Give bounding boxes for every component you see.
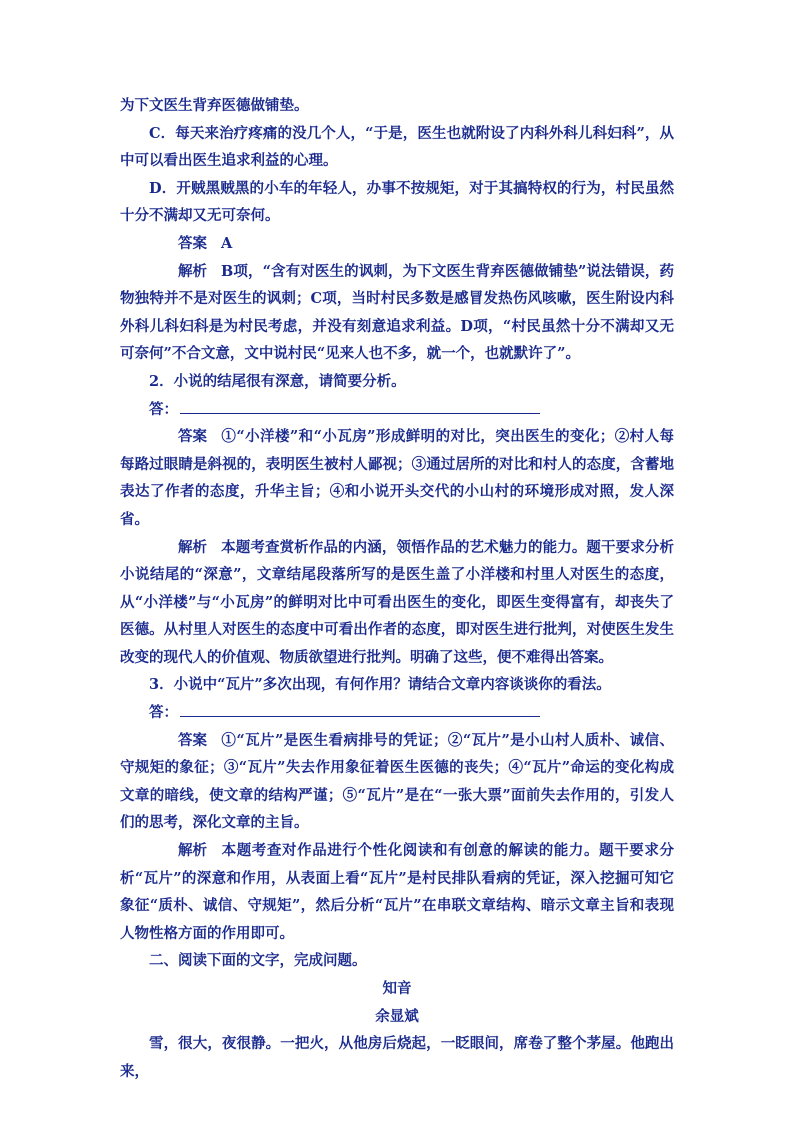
option-c: C．每天来治疗疼痛的没几个人，“于是，医生也就附设了内科外科儿科妇科”，从中可以看出医生追求利益的心理。 (120, 124, 674, 170)
section-heading: 二、阅读下面的文字，完成问题。 (149, 952, 367, 970)
q3-answer (120, 727, 674, 837)
q2-answer-line (120, 396, 674, 424)
analysis-text: 本题考查对作品进行个性化阅读和有创意的解读的能力。题干要求分析“瓦片”的深意和作用，从表面上看“瓦片”是村民排队看病的凭证，深入挖掘可知它象征“质朴、诚信、守规矩”，然后分析“瓦片”在串联文章结构、暗示文章主旨和表现人物性格方面的作用即可。 (120, 842, 674, 942)
answer-label: 答案 (178, 428, 207, 446)
answer-label: 答案 (178, 731, 207, 749)
answer-text: ①“瓦片”是医生看病排号的凭证；②“瓦片”是小山村人质朴、诚信、守规矩的象征；③“瓦片”失去作用象征着医生医德的丧失；④“瓦片”命运的变化构成文章的暗线，使文章的结构严谨；⑤“瓦片”是在“一张大票”面前失去作用的，引发人们的思考，深化文章的主旨。 (120, 731, 674, 832)
option-d: D．开贼黑贼黑的小车的年轻人，办事不按规矩，对于其搞特权的行为，村民虽然十分不满却又无可奈何。 (120, 179, 674, 225)
answer-prompt: 答： (149, 400, 178, 418)
answer-label: 答案 (178, 234, 207, 252)
answer-blank[interactable] (180, 700, 540, 717)
document-content (120, 92, 674, 1085)
story-title: 知音 (382, 980, 412, 997)
question-3: 3．小说中“瓦片”多次出现，有何作用？请结合文章内容谈谈你的看法。 (149, 676, 611, 694)
analysis-text: 本题考查赏析作品的内涵，领悟作品的艺术魅力的能力。题干要求分析小说结尾的“深意”，文章结尾段落所写的是医生盖了小洋楼和村里人对医生的态度，从“小洋楼”与“小瓦房”的鲜明对比中可看出医生的变化，即医生变得富有，却丧失了医德。从村里人对医生的态度中可看出作者的态度，即对医生进行批判，对使医生发生改变的现代人的价值观、物质欲望进行批判。明确了这些，便不难得出答案。 (120, 538, 674, 666)
answer-blank[interactable] (180, 397, 540, 414)
answer-prompt: 答： (149, 704, 178, 722)
story-first-paragraph: 雪，很大，夜很静。一把火，从他房后烧起，一眨眼间，席卷了整个茅屋。他跑出来， (120, 1035, 674, 1080)
q3-answer-line (120, 699, 674, 727)
analysis-text: B项，“含有对医生的讽刺，为下文医生背弃医德做铺垫”说法错误，药物独特并不是对医生的讽刺；C项，当时村民多数是感冒发热伤风咳嗽，医生附设内科外科儿科妇科是为村民考虑，并没有刻意追求利益。D项，“村民虽然十分不满却又无可奈何”不合文意，文中说村民“见来人也不多，就一个，也就默许了”。 (120, 262, 674, 363)
answer-text: A (221, 234, 233, 252)
q1-analysis (120, 258, 674, 368)
answer-text: ①“小洋楼”和“小瓦房”形成鲜明的对比，突出医生的变化；②村人每每路过眼睛是斜视的，表明医生被村人鄙视；③通过居所的对比和村人的态度，含蓄地表达了作者的态度，升华主旨；④和小说开头交代的小山村的环境形成对照，发人深省。 (120, 428, 674, 528)
q2-answer (120, 423, 674, 533)
q3-analysis (120, 837, 674, 947)
text-line-intro: 为下文医生背弃医德做铺垫。 (120, 97, 309, 114)
question-2: 2．小说的结尾很有深意，请简要分析。 (149, 372, 406, 390)
analysis-label: 解析 (178, 842, 207, 860)
analysis-label: 解析 (178, 538, 207, 556)
story-author: 余显斌 (375, 1007, 419, 1025)
analysis-label: 解析 (178, 262, 207, 280)
q1-answer (120, 230, 674, 258)
q2-analysis (120, 534, 674, 672)
